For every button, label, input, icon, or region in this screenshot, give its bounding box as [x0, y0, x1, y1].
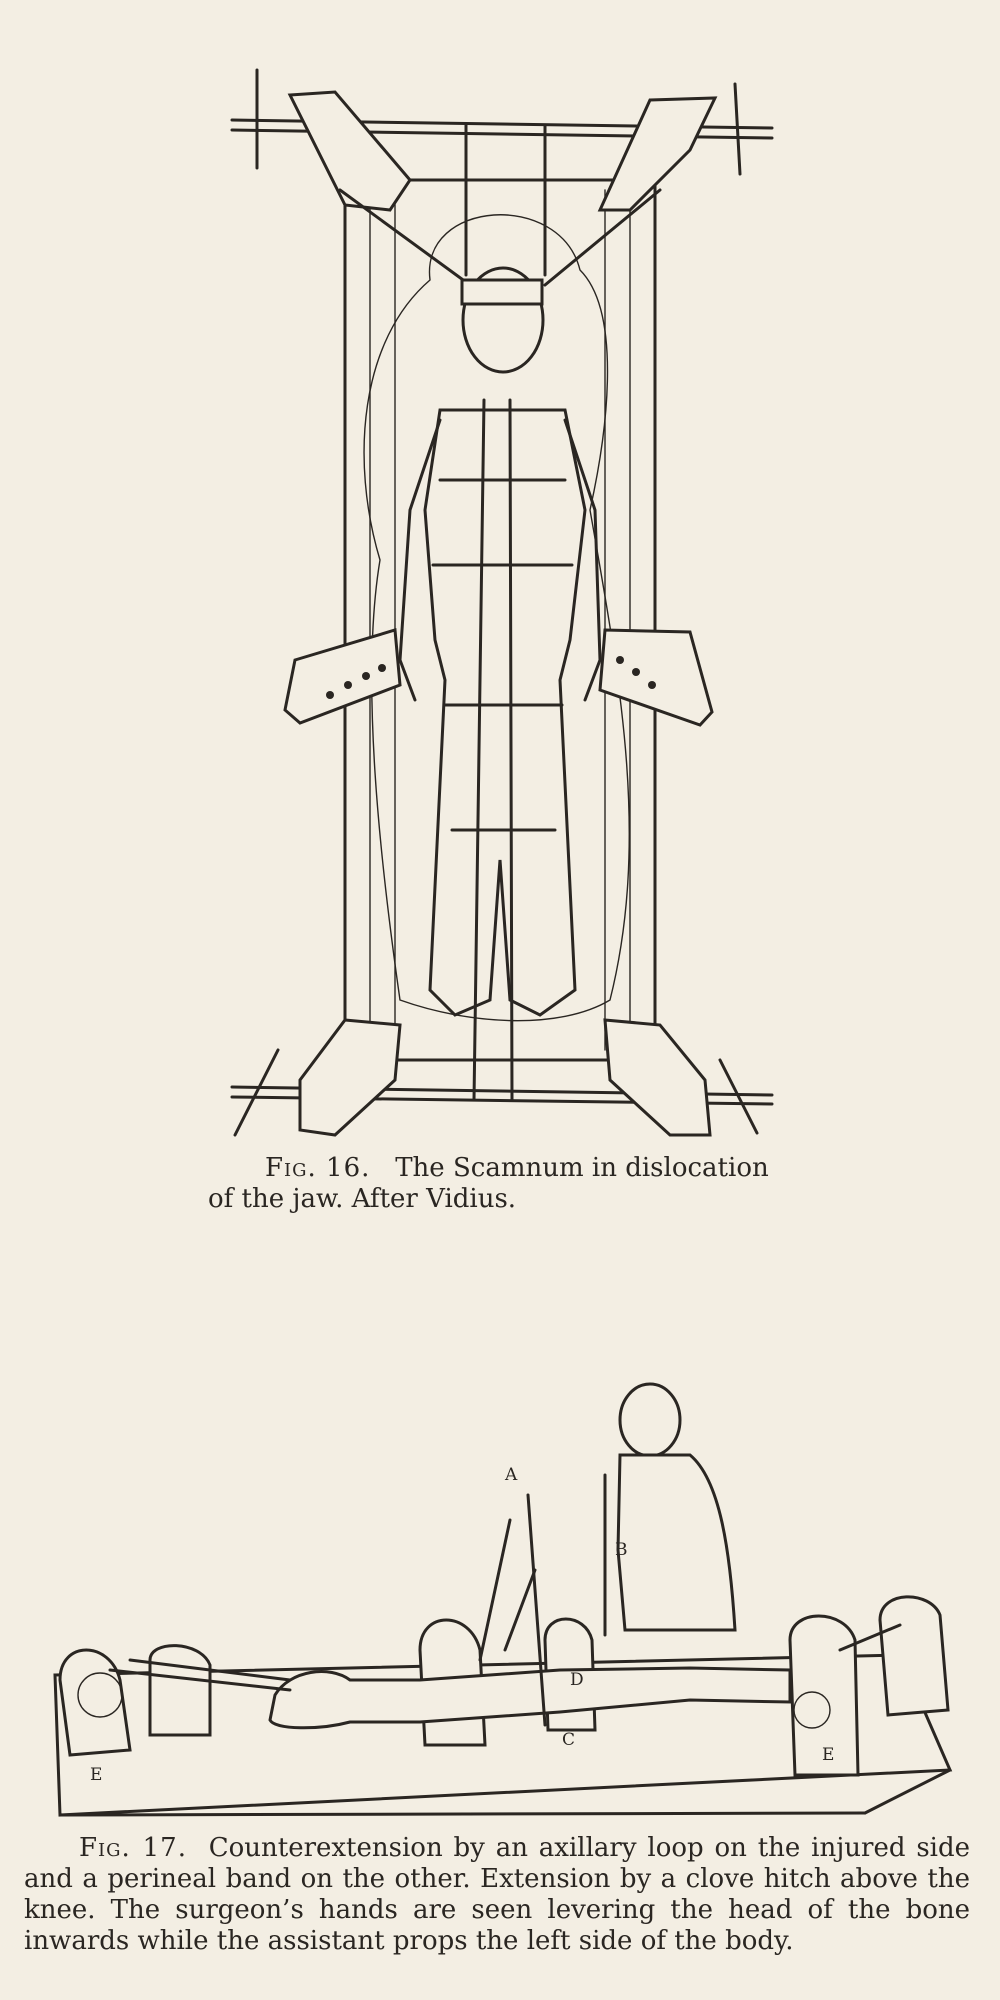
label-b: B	[615, 1540, 628, 1560]
figure-17-number: Fig. 17.	[79, 1833, 187, 1863]
label-e-right: E	[822, 1745, 835, 1765]
mid-right-block	[600, 630, 712, 725]
assistant-head	[620, 1384, 680, 1456]
patient-body	[425, 410, 585, 1015]
top-left-wedge	[290, 92, 410, 210]
figure-16-caption-line1: The Scamnum in dislocation	[395, 1153, 769, 1183]
mid-left-block	[285, 630, 400, 723]
label-e-left: E	[90, 1765, 103, 1785]
bottom-right-wedge	[605, 1020, 710, 1135]
label-d: D	[570, 1670, 584, 1690]
figure-16-caption	[210, 1153, 850, 1215]
figure-17-caption	[24, 1833, 970, 1957]
figure-17-caption-text: Counterextension by an axillary loop on the injured side and a perineal band on the other. Extension by a clove hitch above the knee. The surgeon’s hands are seen levering the head of the bone inwards while the assistant props the left side of the body.	[24, 1833, 971, 1956]
figure-16-number: Fig. 16.	[265, 1153, 371, 1183]
figure-17-reduction-illustration	[0, 1350, 1000, 1850]
figure-16-caption-line2: of the jaw. After Vidius.	[208, 1184, 517, 1214]
bottom-left-wedge	[300, 1020, 400, 1135]
figure-16-scamnum-illustration	[0, 40, 1000, 1140]
label-a: A	[505, 1465, 518, 1485]
label-c: C	[562, 1730, 576, 1750]
assistant-body	[618, 1455, 735, 1630]
